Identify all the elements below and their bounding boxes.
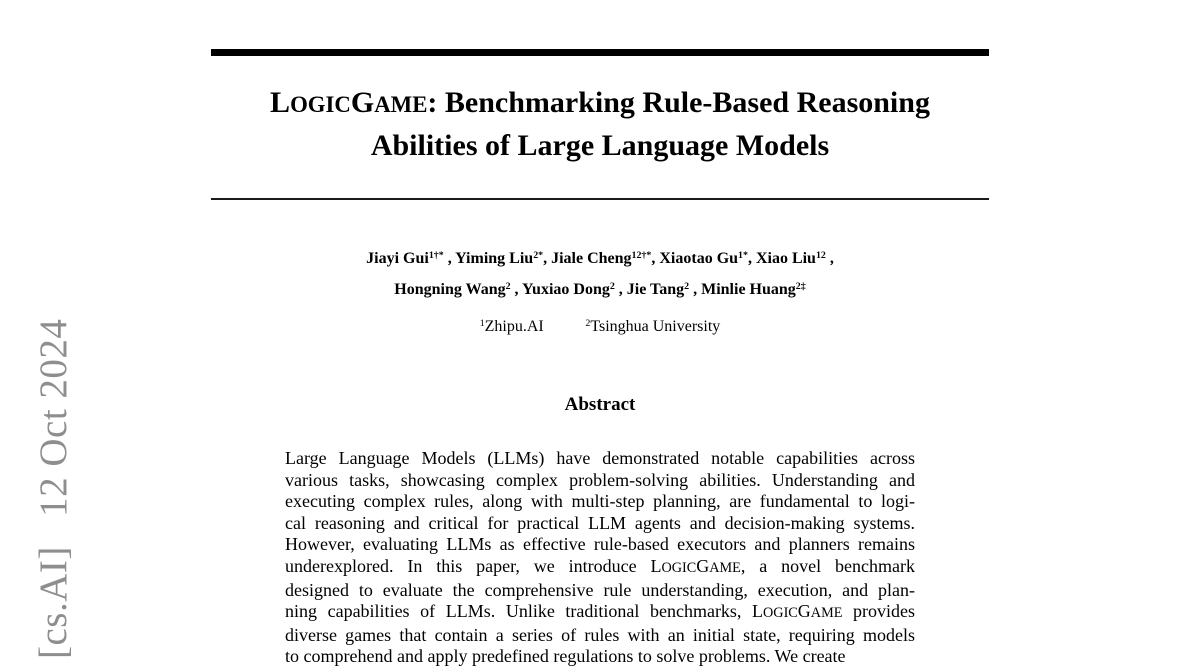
title-line-1: LOGICGAME: Benchmarking Rule-Based Reasoning bbox=[270, 86, 930, 119]
abstract-line-1: Large Language Models (LLMs) have demonstrated notable capabilities across bbox=[285, 448, 915, 468]
abstract-line-2: various tasks, showcasing complex problem-solving abilities. Understanding and bbox=[285, 469, 915, 490]
authors-line-1: Jiayi Gui$^{1\dagger*}$ , Yiming Liu$^{2*}$, Jiale Cheng$^{12\dagger*}$, Xiaotao $Gu^{1*}$, Xiao Liu$^{12}$ , bbox=[366, 250, 834, 267]
abstract-line-9: diverse games that contain a series of rules with an initial state, requiring models bbox=[285, 624, 915, 645]
abstract-line-4: cal reasoning and critical for practical LLM agents and decision-making systems. bbox=[285, 512, 915, 533]
abstract-line-8: ning capabilities of LLMs. Unlike traditional benchmarks, LOGICGAME provides bbox=[285, 601, 915, 622]
paper-title bbox=[211, 82, 989, 166]
abstract-line-7: designed to evaluate the comprehensive rule understanding, execution, and plan- bbox=[285, 579, 915, 600]
title-line-2: Abilities of Large Language Models bbox=[370, 129, 830, 162]
abstract-heading: Abstract bbox=[564, 394, 636, 415]
arxiv-date: 12 Oct 2024 bbox=[32, 318, 75, 517]
abstract-line-6: underexplored. In this paper, we introduce LOGICGAME, a novel benchmark bbox=[285, 555, 915, 576]
arxiv-category: [cs.AI] bbox=[32, 546, 75, 659]
abstract-line-3: executing complex rules, along with multi-step planning, are fundamental to logi- bbox=[285, 491, 915, 512]
text-column bbox=[211, 0, 989, 668]
top-thick-rule bbox=[211, 49, 989, 56]
affiliations: $^1$Zhipu.AI $^2$Tsinghua University bbox=[479, 318, 721, 335]
arxiv-watermark bbox=[31, 319, 76, 659]
title-divider-rule bbox=[211, 198, 989, 200]
authors-block bbox=[211, 243, 989, 305]
abstract-text bbox=[285, 448, 915, 668]
abstract-line-5: However, evaluating LLMs as effective rule-based executors and planners remains bbox=[285, 534, 915, 555]
authors-line-2: Hongning Wang$^2$ , Yuxiao Dong$^2$ , Jie Tang$^2$ , Minlie Huang$^{2\ddagger}$ bbox=[394, 281, 806, 298]
abstract-line-10: to comprehend and apply predefined regulations to solve problems. We create bbox=[285, 646, 846, 667]
